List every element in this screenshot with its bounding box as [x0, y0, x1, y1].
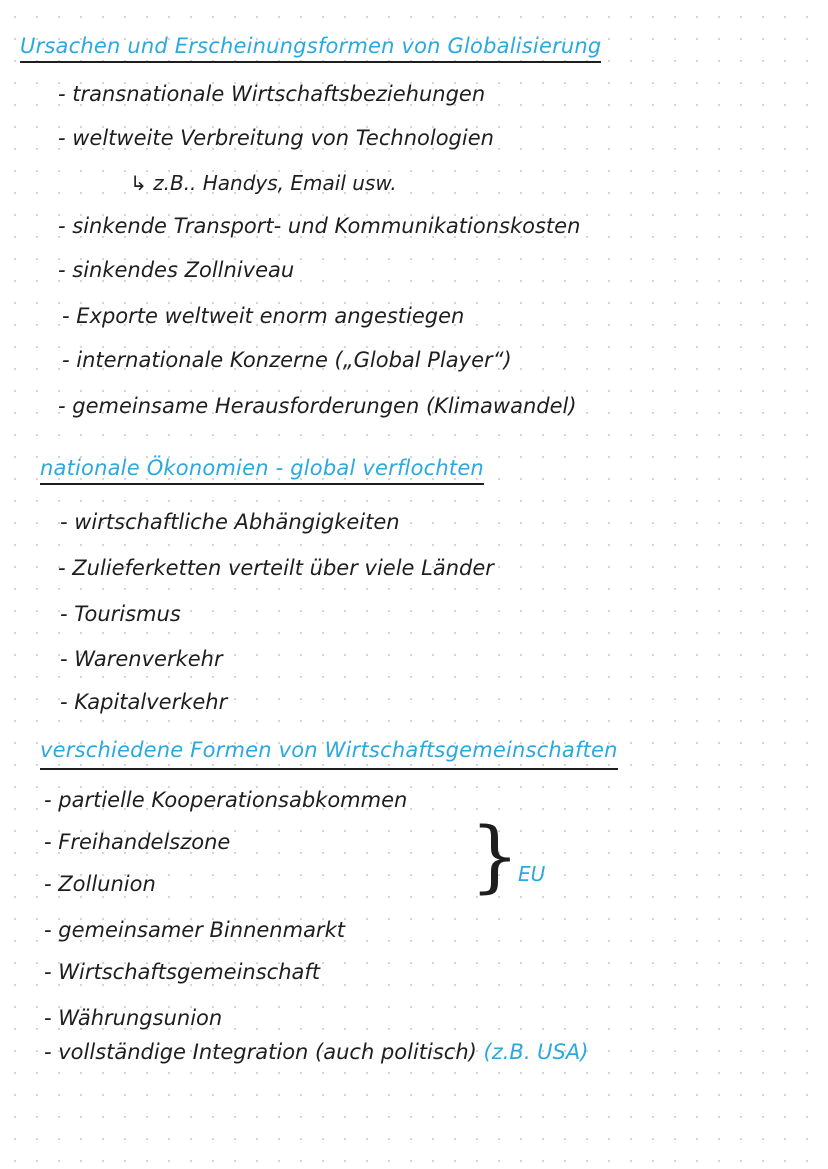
- list-item: - transnationale Wirtschaftsbeziehungen: [58, 82, 486, 106]
- list-item: - Wirtschaftsgemeinschaft: [44, 960, 321, 984]
- list-item: - partielle Kooperationsabkommen: [44, 788, 408, 812]
- list-item: - gemeinsamer Binnenmarkt: [44, 918, 345, 942]
- heading-economies-text: nationale Ökonomien - global verflochten: [40, 456, 484, 480]
- list-item: - Freihandelszone: [44, 830, 231, 854]
- list-item: - weltweite Verbreitung von Technologien: [58, 126, 494, 150]
- list-item: - sinkendes Zollniveau: [58, 258, 295, 282]
- eu-label: EU: [518, 862, 546, 886]
- list-item-example: ↳ z.B.. Handys, Email usw.: [130, 171, 397, 195]
- list-item: - wirtschaftliche Abhängigkeiten: [60, 510, 400, 534]
- list-item: [44, 1040, 588, 1064]
- usa-example-note: (z.B. USA): [483, 1040, 589, 1064]
- list-item: - Warenverkehr: [60, 647, 223, 671]
- heading-underline: [40, 483, 484, 485]
- heading-underline: [20, 61, 601, 63]
- list-item: - Tourismus: [60, 602, 181, 626]
- list-item: - gemeinsame Herausforderungen (Klimawandel): [58, 394, 577, 418]
- list-item-text: - vollständige Integration (auch politisch): [44, 1040, 477, 1064]
- heading-communities: [40, 738, 618, 762]
- list-item: - Zulieferketten verteilt über viele Länder: [58, 556, 494, 580]
- heading-economies: [40, 456, 484, 480]
- list-item: - Währungsunion: [44, 1006, 223, 1030]
- list-item: - Zollunion: [44, 872, 156, 896]
- heading-underline: [40, 768, 618, 770]
- heading-causes: [20, 34, 601, 58]
- list-item: - internationale Konzerne („Global Player“): [62, 348, 512, 372]
- list-item: - Kapitalverkehr: [60, 690, 228, 714]
- eu-brace: }: [470, 812, 520, 902]
- list-item: - sinkende Transport- und Kommunikationskosten: [58, 214, 581, 238]
- list-item: - Exporte weltweit enorm angestiegen: [62, 304, 465, 328]
- heading-communities-text: verschiedene Formen von Wirtschaftsgemeinschaften: [40, 738, 618, 762]
- heading-causes-text: Ursachen und Erscheinungsformen von Globalisierung: [20, 34, 602, 58]
